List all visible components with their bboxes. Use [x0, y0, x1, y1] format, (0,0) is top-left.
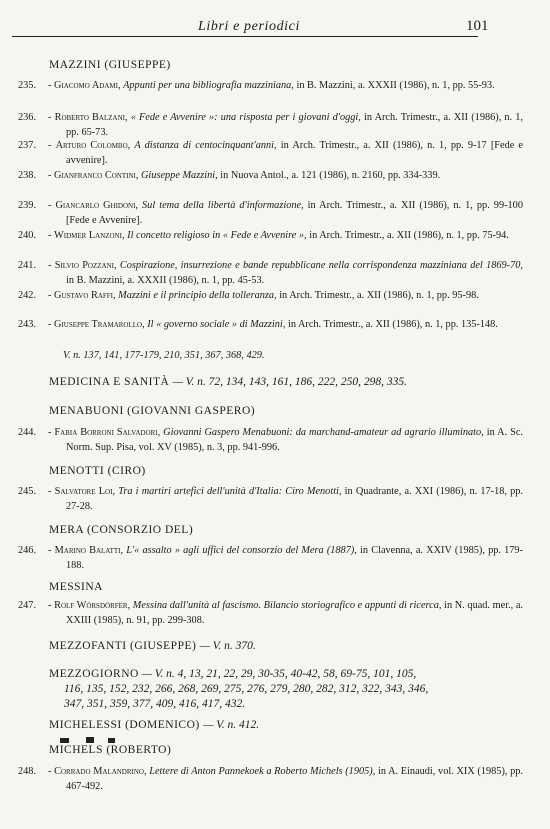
entry-source: in Arch. Trimestr., a. XII (1986), n. 1, pp. 65-73.	[66, 112, 524, 138]
entry-source: in Nuova Antol., a. 121 (1986), n. 2160, pp. 334-339.	[220, 170, 441, 181]
cross-reference: — V. n. 72, 134, 143, 161, 186, 222, 250, 298, 335.	[172, 376, 407, 388]
heading-label: MICHELESSI (DOMENICO)	[49, 719, 200, 731]
heading-label: MEZZOGIORNO	[49, 668, 139, 680]
entry-title: Messina dall'unità al fascismo. Bilancio storiografico e appunti di ricerca,	[132, 600, 442, 611]
entry-number: 240.	[18, 230, 37, 241]
heading-label: MEZZOFANTI (GIUSEPPE)	[49, 640, 197, 652]
see-also-references: V. n. 137, 141, 177-179, 210, 351, 367, 368, 429.	[63, 350, 265, 361]
bib-entry: 247. - Rolf Wörsdörfer, Messina dall'unità al fascismo. Bilancio storiografico e appunti di ricerca, in N. quad. mer., a. XXIII (1985), n. 91, pp. 299-308.	[18, 600, 524, 626]
entry-title: Giovanni Gaspero Menabuoni: da marchand-amateur ad agrario illuminato,	[163, 427, 484, 438]
cross-reference: — V. n. 370.	[199, 640, 256, 652]
bib-entry: 245. - Salvatore Loi, Tra i martiri artefici dell'unità d'Italia: Ciro Menotti, in Quadrante, a. XXI (1986), n. 17-18, pp. 27-28.	[18, 486, 523, 512]
entry-author: Rolf Wörsdörfer,	[54, 600, 131, 611]
entry-source: in A. Sc. Norm. Sup. Pisa, vol. XV (1985), n. 3, pp. 941-996.	[66, 427, 523, 453]
section-heading-mera: MERA (CONSORZIO DEL)	[49, 524, 194, 536]
cross-reference: — V. n. 4, 13, 21, 22, 29, 30-35, 40-42, 58, 69-75, 101, 105,	[141, 668, 417, 680]
entry-number: 248.	[18, 766, 37, 777]
entry-author: Salvatore Loi,	[54, 486, 116, 497]
cross-reference: 116, 135, 152, 232, 266, 268, 269, 275, 276, 279, 280, 282, 312, 322, 343, 346,	[64, 683, 429, 695]
section-heading-michels: MICHELS (ROBERTO)	[49, 744, 172, 756]
print-smudge-mark	[60, 736, 130, 744]
entry-author: Silvio Pozzani,	[54, 260, 117, 271]
entry-title: Il « governo sociale » di Mazzini,	[147, 319, 286, 330]
entry-number: 245.	[18, 486, 37, 497]
entry-title: Appunti per una bibliografia mazziniana,	[123, 80, 294, 91]
heading-label: MEDICINA E SANITÀ	[49, 376, 170, 388]
entry-number: 239.	[18, 200, 37, 211]
bib-entry: 243. - Giuseppe Tramarollo, Il « governo sociale » di Mazzini, in Arch. Trimestr., a. XII (1986), n. 1, pp. 135-148.	[18, 319, 498, 330]
entry-number: 241.	[18, 260, 37, 271]
entry-source: in N. quad. mer., a. XXIII (1985), n. 91, pp. 299-308.	[66, 600, 524, 626]
section-heading-mezzogiorno	[49, 667, 489, 712]
page-number: 101	[466, 18, 489, 34]
section-heading-menabuoni: MENABUONI (GIOVANNI GASPERO)	[49, 405, 256, 417]
entry-number: 247.	[18, 600, 37, 611]
entry-title: Cospirazione, insurrezione e bande repubblicane nella corrispondenza mazziniana del 1869-70,	[119, 260, 523, 271]
entry-number: 236.	[18, 112, 37, 123]
entry-author: Widmer Lanzoni,	[54, 230, 125, 241]
entry-source: in B. Mazzini, a. XXXII (1986), n. 1, pp. 45-53.	[66, 275, 265, 286]
bib-entry: 235. - Giacomo Adami, Appunti per una bibliografia mazziniana, in B. Mazzini, a. XXXII (1986), n. 1, pp. 55-93.	[18, 80, 495, 91]
entry-number: 242.	[18, 290, 37, 301]
entry-title: Sul tema della libertà d'informazione,	[142, 200, 304, 211]
section-heading-messina: MESSINA	[49, 581, 103, 593]
bib-entry: 240. - Widmer Lanzoni, Il concetto religioso in « Fede e Avvenire », in Arch. Trimestr., a. XII (1986), n. 1, pp. 75-94.	[18, 230, 509, 241]
entry-title: « Fede e Avvenire »: una risposta per i giovani d'oggi,	[130, 112, 361, 123]
entry-number: 244.	[18, 427, 37, 438]
entry-number: 243.	[18, 319, 37, 330]
entry-author: Giancarlo Ghidoni,	[55, 200, 138, 211]
bib-entry: 237. - Arturo Colombo, A distanza di centocinquant'anni, in Arch. Trimestr., a. XII (1986), n. 1, pp. 9-17 [Fede e avvenire].	[18, 140, 523, 166]
entry-title: A distanza di centocinquant'anni,	[134, 140, 277, 151]
entry-title: Tra i martiri artefici dell'unità d'Italia: Ciro Menotti,	[118, 486, 342, 497]
entry-author: Giuseppe Tramarollo,	[54, 319, 145, 330]
bib-entry: 246. - Marino Balatti, L'« assalto » agli uffici del consorzio del Mera (1887), in Clavenna, a. XXIV (1985), pp. 179-188.	[18, 545, 523, 571]
cross-reference: 347, 351, 359, 377, 409, 416, 417, 432.	[64, 698, 246, 710]
bib-entry: 238. - Gianfranco Contini, Giuseppe Mazzini, in Nuova Antol., a. 121 (1986), n. 2160, pp. 334-339.	[18, 170, 441, 181]
entry-title: Giuseppe Mazzini,	[141, 170, 218, 181]
entry-number: 246.	[18, 545, 37, 556]
entry-author: Gustavo Raffi,	[54, 290, 116, 301]
entry-number: 235.	[18, 80, 37, 91]
bib-entry: 244. - Fabia Borroni Salvadori, Giovanni Gaspero Menabuoni: da marchand-amateur ad agrario illuminato, in A. Sc. Norm. Sup. Pisa, vol. XV (1985), n. 3, pp. 941-996.	[18, 427, 523, 453]
entry-title: Lettere di Anton Pannekoek a Roberto Michels (1905),	[149, 766, 376, 777]
cross-reference: — V. n. 412.	[203, 719, 260, 731]
entry-number: 238.	[18, 170, 37, 181]
entry-source: in Arch. Trimestr., a. XII (1986), n. 1, pp. 95-98.	[279, 290, 479, 301]
entry-author: Gianfranco Contini,	[54, 170, 139, 181]
entry-number: 237.	[18, 140, 37, 151]
bib-entry: 242. - Gustavo Raffi, Mazzini e il principio della tolleranza, in Arch. Trimestr., a. XII (1986), n. 1, pp. 95-98.	[18, 290, 479, 301]
entry-source: in Arch. Trimestr., a. XII (1986), n. 1, pp. 9-17 [Fede e avvenire].	[66, 140, 523, 166]
entry-title: Mazzini e il principio della tolleranza,	[118, 290, 277, 301]
entry-author: Roberto Balzani,	[54, 112, 128, 123]
entry-source: in B. Mazzini, a. XXXII (1986), n. 1, pp. 55-93.	[296, 80, 495, 91]
entry-author: Fabia Borroni Salvadori,	[54, 427, 161, 438]
entry-source: in Quadrante, a. XXI (1986), n. 17-18, pp. 27-28.	[66, 486, 523, 512]
entry-source: in Arch. Trimestr., a. XII (1986), n. 1, pp. 75-94.	[309, 230, 509, 241]
bib-entry: 236. - Roberto Balzani, « Fede e Avvenire »: una risposta per i giovani d'oggi, in Arch. Trimestr., a. XII (1986), n. 1, pp. 65-73.	[18, 112, 524, 138]
running-title: Libri e periodici	[198, 19, 300, 34]
entry-source: in Arch. Trimestr., a. XII (1986), n. 1, pp. 99-100 [Fede e Avvenire].	[66, 200, 523, 226]
entry-source: in Clavenna, a. XXIV (1985), pp. 179-188.	[66, 545, 523, 571]
section-heading-michelessi	[49, 719, 259, 731]
entry-author: Corrado Malandrino,	[54, 766, 147, 777]
section-heading-mezzofanti	[49, 640, 256, 652]
entry-author: Marino Balatti,	[54, 545, 124, 556]
bib-entry: 241. - Silvio Pozzani, Cospirazione, insurrezione e bande repubblicane nella corrispondenza mazziniana del 1869-70, in B. Mazzini, a. XXXII (1986), n. 1, pp. 45-53.	[18, 260, 523, 286]
entry-title: L'« assalto » agli uffici del consorzio del Mera (1887),	[126, 545, 357, 556]
entry-source: in Arch. Trimestr., a. XII (1986), n. 1, pp. 135-148.	[287, 319, 498, 330]
section-heading-mazzini: MAZZINI (GIUSEPPE)	[49, 59, 171, 71]
section-heading-menotti: MENOTTI (CIRO)	[49, 465, 146, 477]
entry-author: Arturo Colombo,	[55, 140, 131, 151]
bib-entry: 239. - Giancarlo Ghidoni, Sul tema della libertà d'informazione, in Arch. Trimestr., a. XII (1986), n. 1, pp. 99-100 [Fede e Avvenire].	[18, 200, 523, 226]
entry-author: Giacomo Adami,	[54, 80, 121, 91]
section-heading-medicina	[49, 376, 407, 388]
entry-source: in A. Einaudi, vol. XIX (1985), pp. 467-492.	[66, 766, 523, 792]
entry-title: Il concetto religioso in « Fede e Avvenire »,	[127, 230, 307, 241]
bib-entry: 248. - Corrado Malandrino, Lettere di Anton Pannekoek a Roberto Michels (1905), in A. Einaudi, vol. XIX (1985), pp. 467-492.	[18, 766, 523, 792]
